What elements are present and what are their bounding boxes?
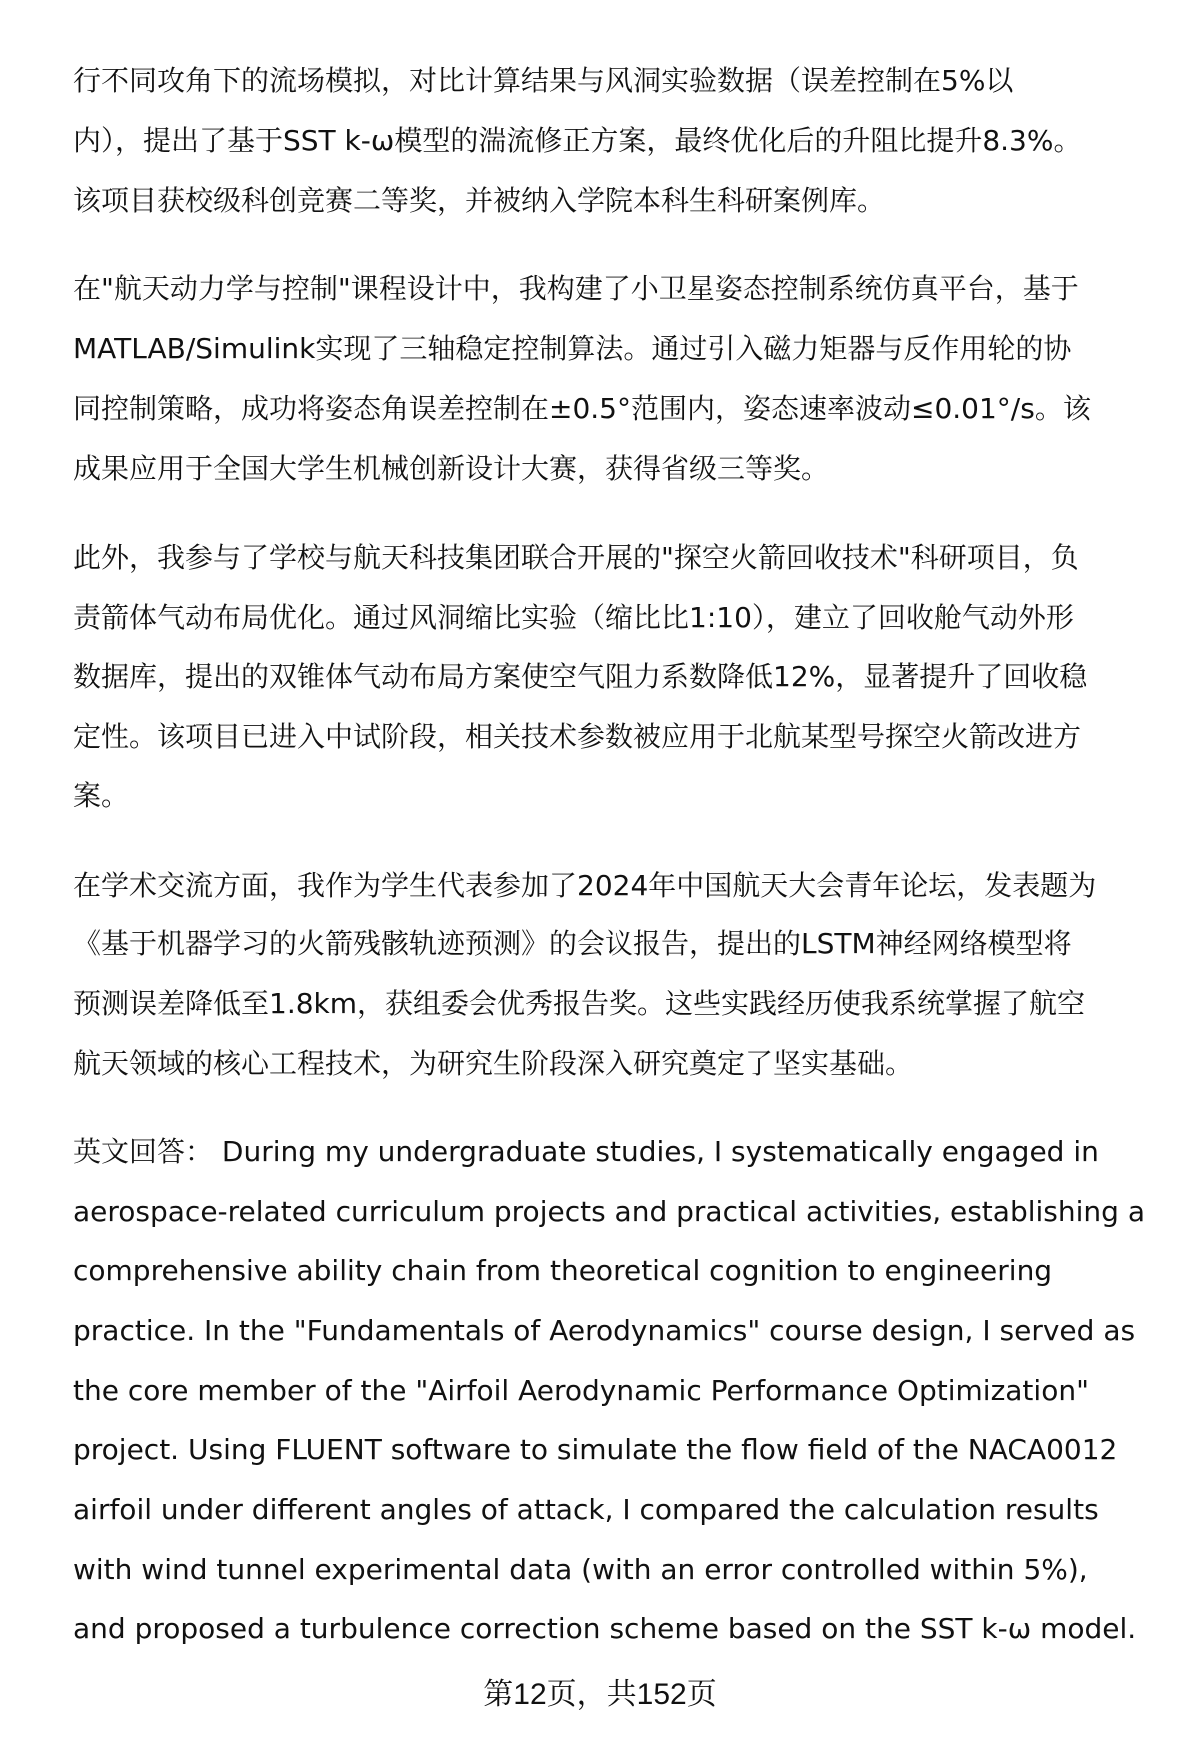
text-line: 在学术交流方面，我作为学生代表参加了2024年中国航天大会青年论坛，发表题为 [73,869,1097,902]
text-line: 该项目获校级科创竞赛二等奖，并被纳入学院本科生科研案例库。 [73,184,886,217]
text-line: practice. In the "Fundamentals of Aerodynamics" course design, I served as [73,1314,1136,1347]
text-line: 定性。该项目已进入中试阶段，相关技术参数被应用于北航某型号探空火箭改进方 [73,720,1082,753]
text-line: 英文回答： During my undergraduate studies, I systematically engaged in [73,1135,1099,1168]
text-line: 内），提出了基于SST k-ω模型的湍流修正方案，最终优化后的升阻比提升8.3%。 [73,124,1082,157]
text-line: 此外，我参与了学校与航天科技集团联合开展的"探空火箭回收技术"科研项目，负 [73,541,1079,574]
text-line: 预测误差降低至1.8km，获组委会优秀报告奖。这些实践经历使我系统掌握了航空 [73,987,1086,1020]
text-line: and proposed a turbulence correction scheme based on the SST k-ω model. [73,1612,1137,1645]
text-line: MATLAB/Simulink实现了三轴稳定控制算法。通过引入磁力矩器与反作用轮的协 [73,332,1072,365]
text-line: aerospace-related curriculum projects and practical activities, establishing a [73,1195,1145,1228]
text-line: 成果应用于全国大学生机械创新设计大赛，获得省级三等奖。 [73,452,830,485]
text-line: 航天领域的核心工程技术，为研究生阶段深入研究奠定了坚实基础。 [73,1047,914,1080]
text-line: 责箭体气动布局优化。通过风洞缩比实验（缩比比1:10），建立了回收舱气动外形 [73,601,1074,634]
text-line: 同控制策略，成功将姿态角误差控制在±0.5°范围内，姿态速率波动≤0.01°/s。该 [73,392,1091,425]
page-number: 第12页，共152页 [483,1678,717,1711]
text-line: 在"航天动力学与控制"课程设计中，我构建了小卫星姿态控制系统仿真平台，基于 [73,272,1079,305]
text-line: 《基于机器学习的火箭残骸轨迹预测》的会议报告，提出的LSTM神经网络模型将 [73,927,1072,960]
text-line: 行不同攻角下的流场模拟，对比计算结果与风洞实验数据（误差控制在5%以 [73,64,1014,97]
text-line: 案。 [73,779,130,812]
text-line: airfoil under different angles of attack, I compared the calculation results [73,1493,1099,1526]
text-line: 数据库，提出的双锥体气动布局方案使空气阻力系数降低12%，显著提升了回收稳 [73,660,1088,693]
text-line: project. Using FLUENT software to simulate the flow field of the NACA0012 [73,1433,1118,1466]
text-line: comprehensive ability chain from theoretical cognition to engineering [73,1254,1053,1287]
text-line: the core member of the "Airfoil Aerodynamic Performance Optimization" [73,1374,1089,1407]
text-line: with wind tunnel experimental data (with an error controlled within 5%), [73,1553,1088,1586]
